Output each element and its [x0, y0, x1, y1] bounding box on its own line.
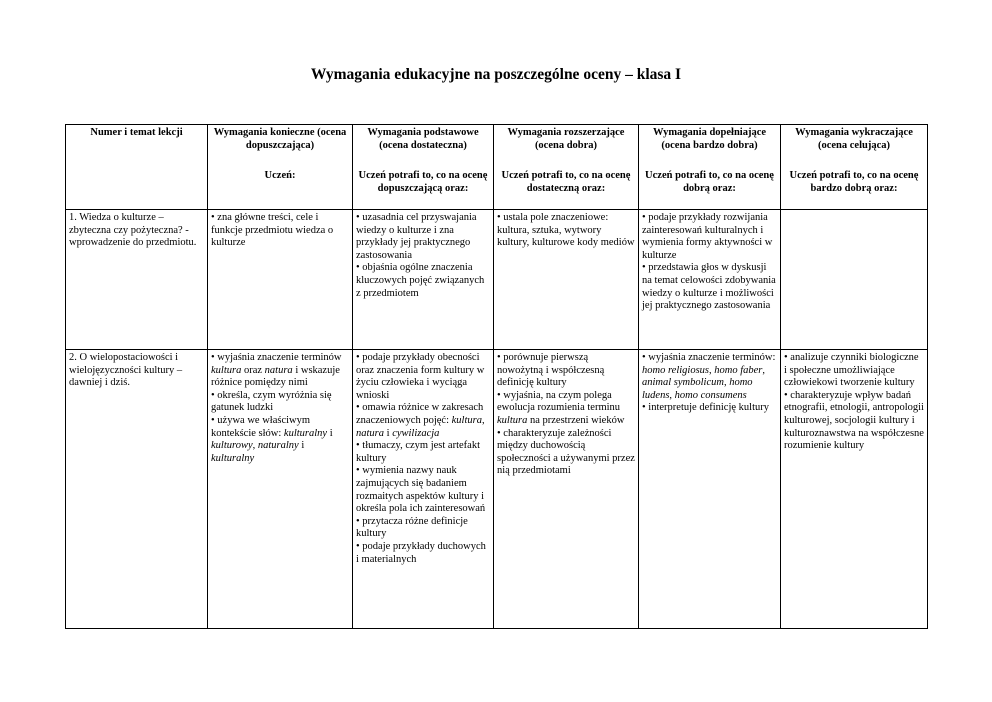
konieczne-cell [208, 350, 353, 629]
requirements-table [65, 124, 928, 629]
header-title: Wymagania podstawowe (ocena dostateczna) [367, 127, 479, 151]
requirement-item: • podaje przykłady rozwijania zainteresowań kulturalnych i wymienia formy aktywności w kulturze [642, 212, 773, 261]
lesson-row-2 [66, 350, 928, 629]
header-cell-rozszerzajace [494, 125, 639, 210]
requirement-item: • ustala pole znaczeniowe: kultura, sztuka, wytwory kultury, kulturowe kody mediów [497, 212, 635, 249]
header-title: Numer i temat lekcji [90, 127, 183, 138]
konieczne-cell [208, 210, 353, 350]
lesson-topic-cell [66, 210, 208, 350]
header-subtitle: Uczeń potrafi to, co na ocenę bardzo dobrą oraz: [789, 170, 919, 194]
header-cell-wykraczajace [781, 125, 928, 210]
requirement-item: • przedstawia głos w dyskusji na temat celowości zdobywania wiedzy o kulturze i możliwości jej praktycznego zastosowania [642, 262, 776, 312]
requirement-item: • interpretuje definicję kultury [642, 402, 770, 414]
requirement-item: • podaje przykłady duchowych i materialnych [356, 540, 486, 565]
lesson-topic-cell [66, 350, 208, 629]
lesson-row-1 [66, 210, 928, 350]
header-cell-topic [66, 125, 208, 210]
header-subtitle: Uczeń potrafi to, co na ocenę dopuszczającą oraz: [358, 170, 488, 194]
requirement-item: • przytacza różne definicje kultury [356, 515, 468, 540]
requirement-item: • wyjaśnia znaczenie terminów: homo religiosus, homo faber, animal symbolicum, homo ludens, homo consumens [642, 352, 776, 401]
lesson-topic: 2. O wielopostaciowości i wielojęzyczności kultury – dawniej i dziś. [69, 352, 183, 389]
header-title: Wymagania dopełniające (ocena bardzo dobra) [652, 127, 767, 151]
requirement-item: • używa we właściwym kontekście słów: kulturalny i kulturowy, naturalny i kulturalny [211, 414, 333, 464]
requirement-item: • określa, czym wyróżnia się gatunek ludzki [211, 389, 332, 414]
header-subtitle: Uczeń potrafi to, co na ocenę dobrą oraz: [645, 170, 774, 194]
header-title: Wymagania konieczne (ocena dopuszczająca) [213, 127, 347, 151]
header-cell-konieczne [208, 125, 353, 210]
wykraczajace-cell [781, 210, 928, 350]
requirement-item: • analizuje czynniki biologiczne i społeczne umożliwiające człowiekowi tworzenie kultury [784, 352, 919, 389]
requirement-item: • wyjaśnia, na czym polega ewolucja rozumienia terminu kultura na przestrzeni wieków [497, 389, 625, 426]
requirement-item: • uzasadnia cel przyswajania wiedzy o kulturze i zna przykłady jej praktycznego zastosowania [356, 212, 477, 261]
lesson-topic: 1. Wiedza o kulturze – zbyteczna czy pożyteczna? - wprowadzenie do przedmiotu. [69, 212, 197, 249]
rozszerzajace-cell [494, 350, 639, 629]
header-cell-dopelniajace [639, 125, 781, 210]
header-title: Wymagania rozszerzające (ocena dobra) [507, 127, 625, 151]
podstawowe-cell [353, 210, 494, 350]
requirement-item: • omawia różnice w zakresach znaczeniowych pojęć: kultura, natura i cywilizacja [356, 402, 485, 439]
wykraczajace-cell [781, 350, 928, 629]
header-cell-podstawowe [353, 125, 494, 210]
requirement-item: • charakteryzuje wpływ badań etnografii, etnologii, antropologii kulturowej, socjologii kultury i kulturoznawstwa na współczesne rozumienie kultury [784, 389, 924, 452]
dopelniajace-cell [639, 350, 781, 629]
requirement-item: • podaje przykłady obecności oraz znaczenia form kultury w życiu człowieka i wyciąga wnioski [356, 352, 485, 401]
dopelniajace-cell [639, 210, 781, 350]
requirement-item: • objaśnia ogólne znaczenia kluczowych pojęć związanych z przedmiotem [356, 262, 485, 299]
requirement-item: • porównuje pierwszą nowożytną i współczesną definicję kultury [497, 352, 605, 389]
header-subtitle: Uczeń potrafi to, co na ocenę dostateczną oraz: [501, 170, 631, 194]
requirement-item: • zna główne treści, cele i funkcje przedmiotu wiedza o kulturze [211, 212, 334, 249]
header-subtitle: Uczeń: [264, 170, 296, 182]
requirement-item: • wyjaśnia znaczenie terminów kultura oraz natura i wskazuje różnice pomiędzy nimi [211, 352, 342, 389]
header-row [66, 125, 928, 210]
header-title: Wymagania wykraczające (ocena celująca) [795, 127, 913, 151]
requirement-item: • wymienia nazwy nauk zajmujących się badaniem rozmaitych aspektów kultury i określa pola ich zainteresowań [356, 465, 486, 515]
document-title: Wymagania edukacyjne na poszczególne oceny – klasa I [310, 66, 682, 83]
requirement-item: • charakteryzuje zależności między duchowością społeczności a używanymi przez nią przedmiotami [497, 427, 635, 477]
requirement-item: • tłumaczy, czym jest artefakt kultury [356, 440, 480, 464]
podstawowe-cell [353, 350, 494, 629]
rozszerzajace-cell [494, 210, 639, 350]
